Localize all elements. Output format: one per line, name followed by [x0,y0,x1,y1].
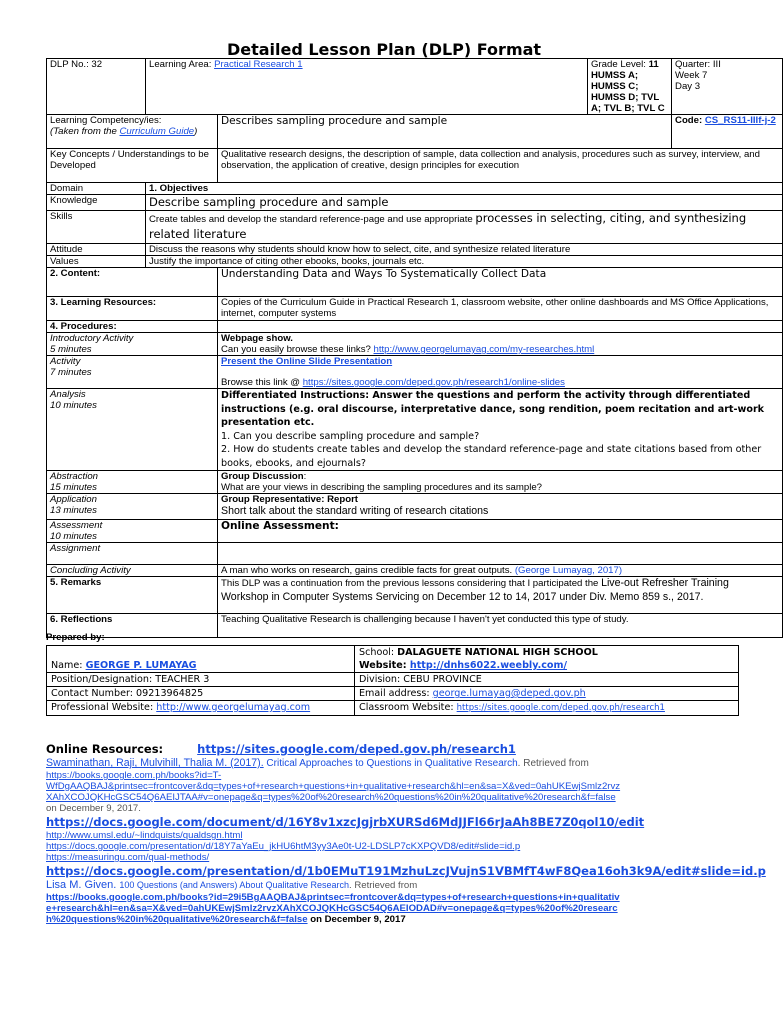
quarter-info: Quarter: III Week 7 Day 3 [672,59,783,115]
prepared-by-label: Prepared by: [46,632,105,643]
classroom-website: Classroom Website: https://sites.google.com/deped.gov.ph/research1 [355,701,739,716]
abstraction-text: Group Discussion: What are your views in describing the sampling procedures and its sample? [218,471,783,494]
attitude-text: Discuss the reasons why students should know how to select, cite, and synthesize related literature [146,244,783,256]
key-concepts-label: Key Concepts / Understandings to be Developed [47,149,218,183]
assessment-label: Assessment 10 minutes [47,520,218,543]
learning-area-link[interactable]: Practical Research 1 [214,59,303,70]
skills-text: Create tables and develop the standard reference-page and use appropriate processes in selecting, citing, and synthesizing related literature [146,211,783,244]
slide-presentation-link[interactable]: Present the Online Slide Presentation [221,356,393,367]
division: Division: CEBU PROVINCE [355,673,739,687]
analysis-text: Differentiated Instructions: Answer the questions and perform the activity through differentiated instructions (e.g. oral discourse, interpretative dance, song rendition, poem recitation and art-work presentation etc. 1. Can you describe sampling procedure and sample? 2. How do students create tables and develop the standard reference-page and state citations based from other books, ebooks, and ejournals? [218,389,783,471]
competency-code: Code: CS_RS11-IIIf-j-2 [672,115,783,149]
procedures-label: 4. Procedures: [47,321,218,333]
objectives-heading: 1. Objectives [146,183,783,195]
attitude-label: Attitude [47,244,146,256]
activity-label: Activity 7 minutes [47,356,218,389]
key-concepts-text: Qualitative research designs, the description of sample, data collection and analysis, procedures such as survey, interview, and observation, the application of creative, design principles for execution [218,149,783,183]
application-text: Group Representative: Report Short talk about the standard writing of research citations [218,494,783,520]
domain-label: Domain [47,183,146,195]
research1-link[interactable]: https://sites.google.com/deped.gov.ph/research1 [197,742,516,756]
online-resources: Online Resources: https://sites.google.com/deped.gov.ph/research1 Swaminathan, Raji, Mulvihill, Thalia M. (2017). Critical Approaches to Questions in Qualitative Research. Retrieved from https://books.google.com.ph/books?id=T- WfDgAAQBAJ&printsec=frontcover&dq=types+of+research+questions+in+qualitative+research&hl=en&sa=X&ved=0ahUKEwjSmlz2rvz XAhXCOJQKHcGSC54Q6AEIJTAA#v=onepage&q=types%20of%20research%20questions%20in%20qualitative%20research&f=false on December 9, 2017. https://docs.google.com/document/d/16Y8v1xzcJgjrbXURSd6MdJJFl66rJaAh8BE7Z0qol10/edit http://www.umsl.edu/~lindquists/qualdsgn.html https://docs.google.com/presentation/d/18Y7aYaEu_jkHU6htM3yy3Ae0t-U2-LDSLP7cKXPQVD8/edit#slide=id.p https://measuringu.com/qual-methods/ https://docs.google.com/presentation/d/1b0EMuT191MzhuLzcJVujnS1VBMfT4wF8Qea16oh3k9A/edit#slide=id.p Lisa M. Given. 100 Questions (and Answers) About Qualitative Research. Retrieved from https://books.google.com.ph/books?id=29i5BgAAQBAJ&printsec=frontcover&dq=types+of+research+questions+in+qualitativ e+research&hl=en&sa=X&ved=0ahUKEwjSmlz2rvzXAhXCOJQKHcGSC54Q6AEIODAD#v=onepage&q=types%20of%20researc h%20questions%20in%20qualitative%20research&f=false on December 9, 2017 [46,742,766,925]
preparer-position: Position/Designation: TEACHER 3 [47,673,355,687]
content-label: 2. Content: [47,268,218,297]
my-researches-link[interactable]: http://www.georgelumayag.com/my-researches.html [373,344,595,355]
activity-text: Present the Online Slide Presentation Browse this link @ https://sites.google.com/deped.gov.ph/research1/online-slides [218,356,783,389]
reflections-text: Teaching Qualitative Research is challenging because I haven't yet conducted this type of study. [218,614,783,638]
values-label: Values [47,256,146,268]
page-title: Detailed Lesson Plan (DLP) Format [226,40,542,59]
email: Email address: george.lumayag@deped.gov.ph [355,687,739,701]
application-label: Application 13 minutes [47,494,218,520]
professional-website: Professional Website: http://www.georgelumayag.com [47,701,355,716]
online-slides-link[interactable]: https://sites.google.com/deped.gov.ph/research1/online-slides [302,377,565,388]
contact-number: Contact Number: 09213964825 [47,687,355,701]
competency-text: Describes sampling procedure and sample [218,115,672,149]
presentation-link-2[interactable]: https://docs.google.com/presentation/d/1b0EMuT191MzhuLzcJVujnS1VBMfT4wF8Qea16oh3k9A/edit#slide=id.p [46,864,766,878]
ref1-url[interactable]: https://books.google.com.ph/books?id=T- [46,770,222,781]
introductory-label: Introductory Activity 5 minutes [47,333,218,356]
email-link[interactable]: george.lumayag@deped.gov.ph [432,688,586,699]
concluding-label: Concluding Activity [47,565,218,577]
classroom-website-link[interactable]: https://sites.google.com/deped.gov.ph/research1 [456,703,665,713]
introductory-text: Webpage show. Can you easily browse these links? http://www.georgelumayag.com/my-researches.html [218,333,783,356]
ref2-url[interactable]: https://books.google.com.ph/books?id=29i5BgAAQBAJ&printsec=frontcover&dq=types+of+research+questions+in+qualitativ [46,892,620,903]
content-text: Understanding Data and Ways To Systematically Collect Data [218,268,783,297]
dlp-number: DLP No.: 32 [47,59,146,115]
knowledge-text: Describe sampling procedure and sample [146,195,783,211]
reflections-label: 6. Reflections [47,614,218,638]
grade-level: Grade Level: 11 HUMSS A; HUMSS C; HUMSS D; TVL A; TVL B; TVL C [588,59,672,115]
skills-label: Skills [47,211,146,244]
values-text: Justify the importance of citing other ebooks, books, journals etc. [146,256,783,268]
lesson-plan-table [46,58,783,638]
concluding-text: A man who works on research, gains credible facts for great outputs. (George Lumayag, 2017) [218,565,783,577]
professional-website-link[interactable]: http://www.georgelumayag.com [156,702,311,713]
remarks-text: This DLP was a continuation from the previous lessons considering that I participated the Live-out Refresher Training Workshop in Computer Systems Servicing on December 12 to 14, 2017 under Div. Memo 859 s., 2017. [218,577,783,614]
online-resources-label: Online Resources: [46,742,164,756]
competency-label: Learning Competency/ies: (Taken from the Curriculum Guide) [47,115,218,149]
remarks-label: 5. Remarks [47,577,218,614]
preparer-name: Name: GEORGE P. LUMAYAG [47,646,355,673]
curriculum-guide-link[interactable]: Curriculum Guide [119,126,195,137]
resources-text: Copies of the Curriculum Guide in Practical Research 1, classroom website, other online dashboards and MS Office Applications, internet, computer systems [218,297,783,321]
measuringu-link[interactable]: https://measuringu.com/qual-methods/ [46,852,210,863]
assessment-text: Online Assessment: [218,520,783,543]
school-info: School: DALAGUETE NATIONAL HIGH SCHOOL Website: http://dnhs6022.weebly.com/ [355,646,739,673]
umsl-link[interactable]: http://www.umsl.edu/~lindquists/qualdsgn.html [46,830,243,841]
abstraction-label: Abstraction 15 minutes [47,471,218,494]
presentation-link[interactable]: https://docs.google.com/presentation/d/18Y7aYaEu_jkHU6htM3yy3Ae0t-U2-LDSLP7cKXPQVD8/edit#slide=id.p [46,841,521,852]
assignment-label: Assignment [47,543,218,565]
school-website-link[interactable]: http://dnhs6022.weebly.com/ [409,660,568,671]
knowledge-label: Knowledge [47,195,146,211]
analysis-label: Analysis 10 minutes [47,389,218,471]
preparer-table [46,645,739,716]
resources-label: 3. Learning Resources: [47,297,218,321]
docs-link[interactable]: https://docs.google.com/document/d/16Y8v1xzcJgjrbXURSd6MdJJFl66rJaAh8BE7Z0qol10/edit [46,815,645,829]
learning-area: Learning Area: Practical Research 1 [146,59,588,115]
